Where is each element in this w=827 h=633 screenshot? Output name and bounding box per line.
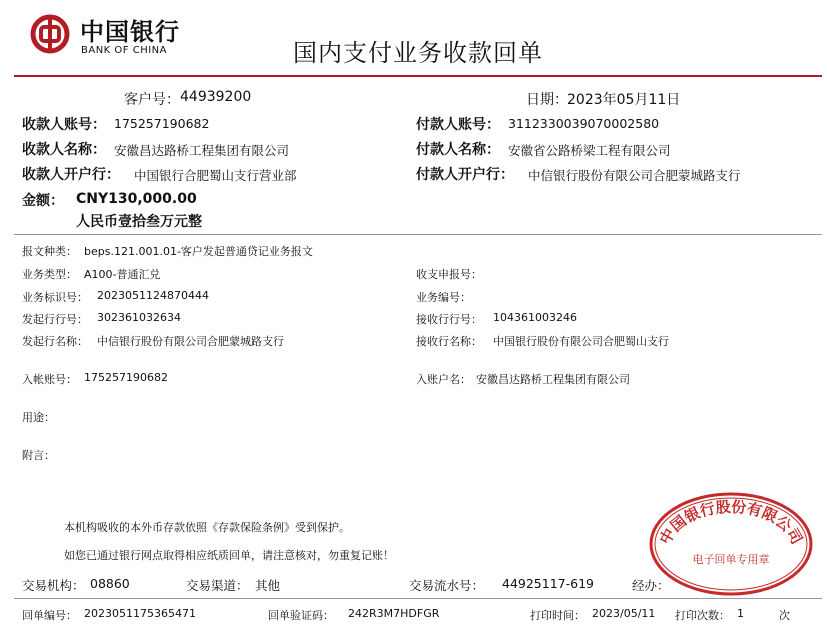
payer-bank: 中信银行股份有限公司合肥蒙城路支行	[528, 168, 741, 183]
seal-outer-text: 中国银行股份有限公司	[656, 497, 806, 548]
trade-org-label: 交易机构：	[22, 578, 85, 593]
payee-bank-label: 收款人开户行：	[22, 167, 120, 183]
biz-type: A100-普通汇兑	[84, 268, 161, 281]
trade-channel-label: 交易渠道：	[186, 578, 249, 593]
amount-value: CNY130,000.00	[76, 191, 197, 207]
handler-label: 经办：	[632, 578, 670, 593]
print-time-label: 打印时间：	[530, 609, 585, 622]
bank-name-en: BANK OF CHINA	[81, 45, 167, 56]
note-label: 附言：	[22, 449, 55, 462]
print-count-unit: 次	[779, 609, 790, 622]
customer-no: 44939200	[180, 89, 252, 105]
purpose-label: 用途：	[22, 411, 55, 424]
date: 2023年05月11日	[567, 92, 681, 108]
trade-channel: 其他	[255, 578, 281, 593]
biz-type-label: 业务类型：	[22, 268, 77, 281]
receipt-no-label: 回单编号：	[22, 609, 77, 622]
recv-bank-no-label: 接收行行号：	[416, 313, 482, 326]
recv-bank-no: 104361003246	[493, 311, 577, 324]
payer-name: 安徽省公路桥梁工程有限公司	[508, 143, 671, 158]
bank-of-china-logo-icon	[30, 14, 70, 54]
biz-id: 2023051124870444	[97, 289, 209, 302]
duplicate-warning-notice: 如您已通过银行网点取得相应纸质回单，请注意核对，勿重复记账！	[64, 549, 394, 562]
recv-bank-name: 中国银行股份有限公司合肥蜀山支行	[493, 335, 669, 348]
electronic-receipt-seal-icon	[648, 491, 814, 597]
verify-code: 242R3M7HDFGR	[348, 607, 440, 620]
print-count-label: 打印次数：	[675, 609, 730, 622]
document-title: 国内支付业务收款回单	[293, 39, 543, 67]
recv-bank-name-label: 接收行名称：	[416, 335, 482, 348]
in-account-name: 安徽昌达路桥工程集团有限公司	[476, 373, 630, 386]
payer-account: 3112330039070002580	[508, 116, 660, 131]
in-account-name-label: 入账户名：	[416, 373, 471, 386]
trade-serial: 44925117-619	[502, 576, 594, 591]
origin-bank-no-label: 发起行行号：	[22, 313, 88, 326]
origin-bank-name-label: 发起行名称：	[22, 335, 88, 348]
payee-name-label: 收款人名称：	[22, 142, 106, 158]
msg-type-label: 报文种类：	[22, 245, 77, 258]
seal-inner-text: 电子回单专用章	[692, 553, 770, 566]
receipt-no: 2023051175365471	[84, 607, 196, 620]
print-count: 1	[737, 607, 744, 620]
amount-label: 金额：	[22, 193, 64, 209]
trade-serial-label: 交易流水号：	[409, 578, 485, 593]
payee-bank: 中国银行合肥蜀山支行营业部	[134, 168, 297, 183]
trade-org: 08860	[90, 576, 130, 591]
biz-id-label: 业务标识号：	[22, 291, 88, 304]
in-account: 175257190682	[84, 371, 168, 384]
deposit-insurance-notice: 本机构吸收的本外币存款依照《存款保险条例》受到保护。	[64, 521, 350, 534]
payer-name-label: 付款人名称：	[416, 142, 500, 158]
payee-account-label: 收款人账号：	[22, 117, 106, 133]
verify-code-label: 回单验证码：	[268, 609, 334, 622]
print-time: 2023/05/11	[592, 607, 656, 620]
declare-no-label: 收支申报号：	[416, 268, 482, 281]
date-label: 日期：	[526, 92, 568, 108]
footer-divider	[14, 598, 822, 599]
in-account-label: 入帐账号：	[22, 373, 77, 386]
amount-chinese: 人民币壹拾叁万元整	[76, 214, 202, 230]
biz-no-label: 业务编号：	[416, 291, 471, 304]
origin-bank-name: 中信银行股份有限公司合肥蒙城路支行	[97, 335, 284, 348]
bank-name-cn: 中国银行	[80, 17, 180, 46]
section-divider	[14, 234, 822, 235]
customer-no-label: 客户号：	[124, 92, 180, 108]
payee-name: 安徽昌达路桥工程集团有限公司	[114, 143, 290, 158]
header-divider	[14, 75, 822, 77]
payer-bank-label: 付款人开户行：	[416, 167, 514, 183]
msg-type: beps.121.001.01-客户发起普通贷记业务报文	[84, 245, 313, 258]
payer-account-label: 付款人账号：	[416, 117, 500, 133]
origin-bank-no: 302361032634	[97, 311, 181, 324]
payee-account: 175257190682	[114, 116, 210, 131]
